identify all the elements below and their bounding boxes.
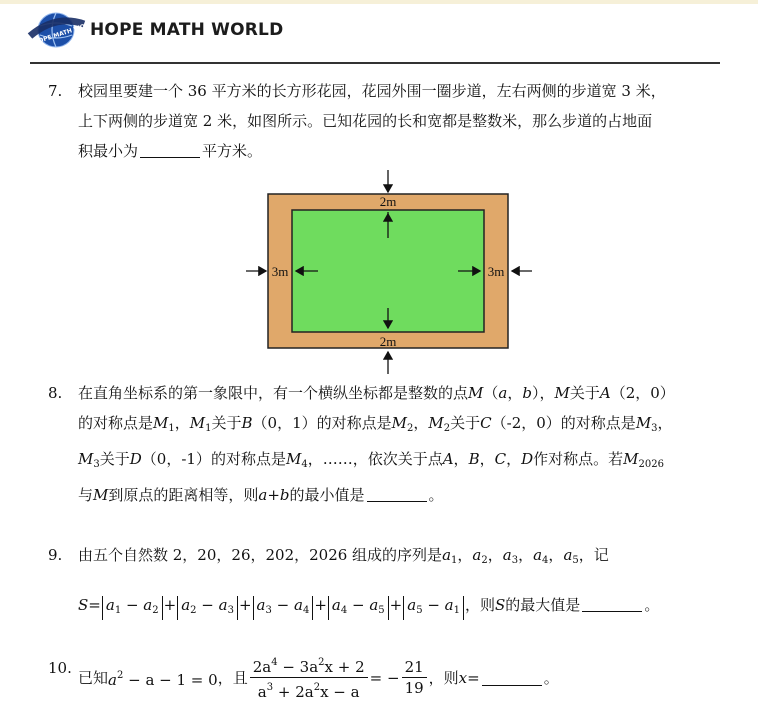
question-number: 10. — [48, 659, 72, 677]
q7-line-2: 上下两侧的步道宽 2 米，如图所示。已知花园的长和宽都是整数米，那么步道的占地面 — [78, 112, 653, 130]
right-width-label: 3m — [487, 264, 505, 279]
q10-fraction: $\frac{2a^4 - 3a^2x + 2}{a^3 + 2a^2x - a}$ — [250, 653, 368, 702]
question-8 — [48, 378, 718, 510]
q10-line: 已知 $a^2 - a - 1 = 0$ ，且 $\frac{2a^4 - 3a^2x + 2}{a^3 + 2a^2x - a}$ = − $\frac{21}{19}$ ，则 x = 。 — [78, 653, 718, 702]
answer-blank[interactable] — [367, 485, 427, 502]
question-7 — [48, 76, 718, 166]
q7-text: 积最小为 — [78, 142, 139, 160]
abs-term-2: $a_2 - a_3$ — [177, 596, 238, 620]
header — [28, 8, 283, 52]
question-number: 9. — [48, 546, 63, 564]
q9-line-2: $S= a_1 - a_2 + a_2 - a_3 + a_3 - a_4 + a_4 - a_5 + a_5 - a_1$ ，则S的最大值是 。 — [78, 590, 718, 620]
question-number: 8. — [48, 384, 63, 402]
answer-blank[interactable] — [140, 141, 200, 158]
top-width-label: 2m — [379, 194, 397, 209]
q7-line-3 — [78, 136, 718, 166]
q8-line-1: 在直角坐标系的第一象限中，有一个横纵坐标都是整数的点M（a，b），M关于A（2，0） — [78, 384, 675, 402]
question-number: 7. — [48, 82, 63, 100]
header-divider — [30, 62, 720, 64]
q10-rhs-fraction: $\frac{21}{19}$ — [402, 657, 427, 698]
q10-condition: $a^2 - a - 1 = 0$ — [108, 669, 218, 689]
left-width-label: 3m — [271, 264, 289, 279]
bottom-width-label: 2m — [379, 334, 397, 349]
q9-line-1: 由五个自然数 2，20，26，202，2026 组成的序列是$a_1$，$a_2$，$a_3$，$a_4$，$a_5$，记 — [78, 546, 609, 566]
globe-logo-icon — [28, 8, 99, 52]
answer-blank[interactable] — [482, 669, 542, 686]
q8-line-2: 的对称点是$M_1$，$M_1$关于B（0，1）的对称点是$M_2$，$M_2$关于C（-2，0）的对称点是$M_3$， — [78, 414, 673, 434]
abs-term-1: $a_1 - a_2$ — [102, 596, 163, 620]
abs-term-5: $a_5 - a_1$ — [403, 596, 464, 620]
top-strip — [0, 0, 758, 4]
brand-name: HOPE MATH WORLD — [90, 20, 284, 40]
q7-text-end: 平方米。 — [202, 142, 263, 160]
question-9 — [48, 540, 718, 620]
q7-line-1: 校园里要建一个 36 平方米的长方形花园，花园外围一圈步道，左右两侧的步道宽 3 米， — [78, 82, 666, 100]
question-10 — [48, 653, 718, 702]
q8-line-3: $M_3$关于D（0，-1）的对称点是$M_4$，……，依次关于点A，B，C，D作对称点。若$M_{2026}$ — [78, 450, 664, 470]
garden-diagram — [240, 166, 540, 378]
abs-term-3: $a_3 - a_4$ — [253, 596, 314, 620]
abs-term-4: $a_4 - a_5$ — [328, 596, 389, 620]
answer-blank[interactable] — [582, 595, 642, 612]
svg-text:HOPE MATH WORLD: HOPE MATH WORLD — [32, 18, 99, 47]
q8-line-4: 与M到原点的距离相等，则a+b的最小值是 。 — [78, 486, 444, 504]
